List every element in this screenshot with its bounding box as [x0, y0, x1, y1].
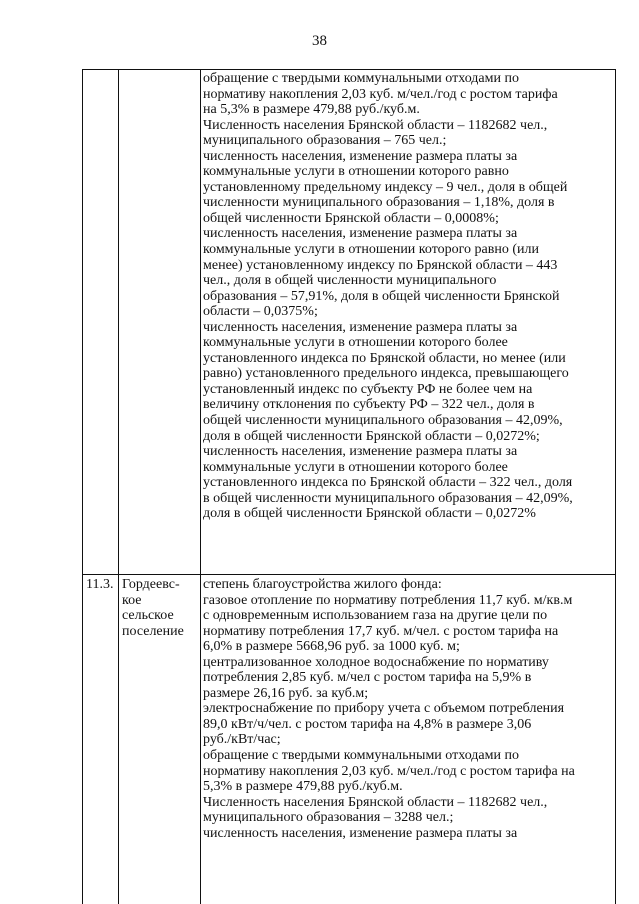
- text-line: муниципального образования – 3288 чел.;: [203, 810, 454, 826]
- text-line: менее) установленному индексу по Брянской области – 443: [203, 257, 558, 273]
- text-line: потребления 2,85 куб. м/чел с ростом тарифа на 5,9% в: [203, 670, 532, 686]
- text-line: размере 26,16 руб. за куб.м;: [203, 685, 369, 701]
- text-line: равно) установленного предельного индекса, превышающего: [203, 366, 569, 382]
- text-line: области – 0,0375%;: [203, 304, 318, 320]
- tariff-table: [82, 69, 616, 904]
- text-line: установленного индекса по Брянской области, но менее (или: [203, 350, 566, 366]
- name-line: сельское: [122, 608, 174, 624]
- text-line: общей численности муниципального образования – 42,09%,: [203, 413, 563, 429]
- row-divider: [83, 574, 615, 575]
- text-line: на 5,3% в размере 479,88 руб./куб.м.: [203, 102, 420, 118]
- text-line: установленный индекс по субъекту РФ не более чем на: [203, 381, 533, 397]
- text-line: численность населения, изменение размера платы за: [203, 444, 518, 460]
- text-line: в общей численности муниципального образования – 42,09%,: [203, 490, 573, 506]
- text-line: Численность населения Брянской области – 1182682 чел.,: [203, 117, 548, 133]
- text-line: коммунальные услуги в отношении которого более: [203, 459, 508, 475]
- text-line: нормативу потребления 17,7 куб. м/чел. с ростом тарифа на: [203, 623, 559, 639]
- row-2-municipality-name: [122, 577, 198, 639]
- text-line: образования – 57,91%, доля в общей численности Брянской: [203, 288, 560, 304]
- text-line: электроснабжение по прибору учета с объемом потребления: [203, 701, 565, 717]
- text-line: 5,3% в размере 479,88 руб./куб.м.: [203, 779, 403, 795]
- text-line: коммунальные услуги в отношении которого более: [203, 335, 508, 351]
- row-1-text-cell: [203, 71, 613, 522]
- text-line: с одновременным использованием газа на другие цели по: [203, 608, 548, 624]
- text-line: доля в общей численности Брянской области – 0,0272%;: [203, 428, 540, 444]
- page-number: 38: [312, 33, 327, 49]
- text-line: доля в общей численности Брянской области – 0,0272%: [203, 506, 536, 522]
- name-line: Гордеевс-: [122, 577, 180, 592]
- text-line: централизованное холодное водоснабжение по нормативу: [203, 654, 549, 670]
- text-line: обращение с твердыми коммунальными отходами по: [203, 71, 519, 86]
- row-2-number: 11.3.: [86, 577, 114, 592]
- text-line: численность населения, изменение размера платы за: [203, 825, 518, 841]
- text-line: численность населения, изменение размера платы за: [203, 148, 518, 164]
- text-line: нормативу накопления 2,03 куб. м/чел./год с ростом тарифа: [203, 86, 558, 102]
- text-line: величину отклонения по субъекту РФ – 322 чел., доля в: [203, 397, 535, 413]
- text-line: численности муниципального образования – 1,18%, доля в: [203, 195, 555, 211]
- text-line: численность населения, изменение размера платы за: [203, 319, 518, 335]
- text-line: чел., доля в общей численности муниципального: [203, 273, 497, 289]
- text-line: газовое отопление по нормативу потребления 11,7 куб. м/кв.м: [203, 592, 573, 608]
- text-line: установленного индекса по Брянской области – 322 чел., доля: [203, 475, 573, 491]
- column-divider-2: [200, 69, 201, 904]
- text-line: 6,0% в размере 5668,96 руб. за 1000 куб. м;: [203, 639, 460, 655]
- text-line: нормативу накопления 2,03 куб. м/чел./год с ростом тарифа на: [203, 763, 575, 779]
- table-top-border: [83, 69, 615, 70]
- text-line: Численность населения Брянской области – 1182682 чел.,: [203, 794, 548, 810]
- text-line: численность населения, изменение размера платы за: [203, 226, 518, 242]
- text-line: установленному предельному индексу – 9 чел., доля в общей: [203, 179, 568, 195]
- text-line: общей численности Брянской области – 0,0008%;: [203, 210, 499, 226]
- name-line: кое: [122, 592, 142, 608]
- name-line: поселение: [122, 623, 184, 639]
- text-line: коммунальные услуги в отношении которого равно: [203, 164, 509, 180]
- text-line: 89,0 кВт/ч/чел. с ростом тарифа на 4,8% в размере 3,06: [203, 716, 532, 732]
- text-line: коммунальные услуги в отношении которого равно (или: [203, 242, 539, 258]
- text-line: муниципального образования – 765 чел.;: [203, 133, 447, 149]
- text-line: степень благоустройства жилого фонда:: [203, 577, 442, 592]
- text-line: обращение с твердыми коммунальными отходами по: [203, 748, 519, 764]
- row-2-text-cell: [203, 577, 613, 841]
- column-divider-1: [118, 69, 119, 904]
- text-line: руб./кВт/час;: [203, 732, 281, 748]
